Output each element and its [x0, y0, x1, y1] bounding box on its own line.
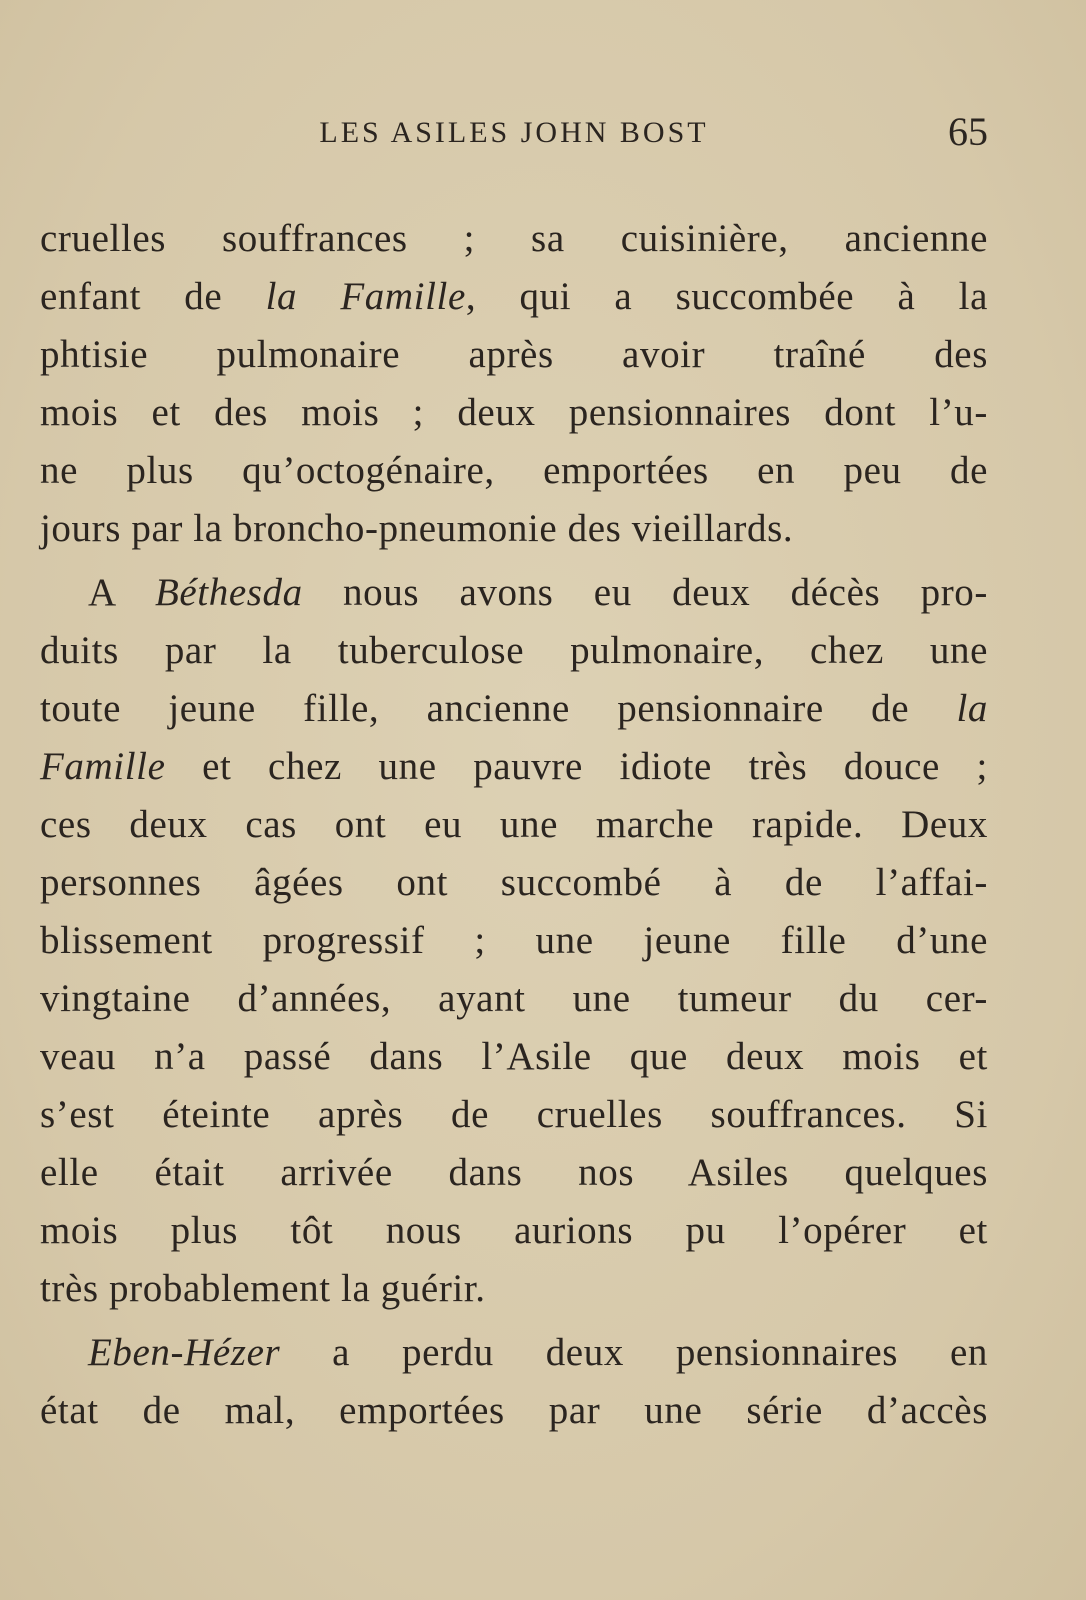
- italic-title: Béthesda: [154, 571, 303, 614]
- body-text: [40, 210, 988, 1440]
- page-number: 65: [948, 109, 988, 154]
- text-line: veau n’a passé dans l’Asile que deux mois et: [40, 1035, 988, 1078]
- text-line: cruelles souffrances ; sa cuisinière, ancienne: [40, 217, 988, 260]
- text-line: toute jeune fille, ancienne pensionnaire de la: [40, 687, 988, 730]
- page-header: [40, 108, 988, 158]
- italic-title: la: [956, 687, 988, 730]
- text-line: personnes âgées ont succombé à de l’affai-: [40, 861, 988, 904]
- italic-title: la Famille: [265, 275, 466, 318]
- paragraph-start-line: A Béthesda nous avons eu deux décès pro-: [88, 571, 988, 614]
- text-line: mois et des mois ; deux pensionnaires dont l’u-: [40, 391, 988, 434]
- paragraph-start-line: Eben-Hézer a perdu deux pensionnaires en: [88, 1331, 988, 1374]
- text-line: enfant de la Famille, qui a succombée à la: [40, 275, 988, 318]
- text-line: ces deux cas ont eu une marche rapide. Deux: [40, 803, 988, 846]
- text-line: Famille et chez une pauvre idiote très douce ;: [40, 745, 988, 788]
- italic-title: Famille: [40, 745, 166, 788]
- text-line: très probablement la guérir.: [40, 1267, 486, 1310]
- text-line: blissement progressif ; une jeune fille d’une: [40, 919, 988, 962]
- text-line: s’est éteinte après de cruelles souffrances. Si: [40, 1093, 988, 1136]
- text-line: phtisie pulmonaire après avoir traîné des: [40, 333, 988, 376]
- text-line: elle était arrivée dans nos Asiles quelques: [40, 1151, 988, 1194]
- text-line: vingtaine d’années, ayant une tumeur du cer-: [40, 977, 988, 1020]
- text-line: mois plus tôt nous aurions pu l’opérer et: [40, 1209, 988, 1252]
- text-line: jours par la broncho-pneumonie des vieillards.: [40, 507, 794, 550]
- italic-title: Eben-Hézer: [88, 1331, 281, 1374]
- text-line: état de mal, emportées par une série d’accès: [40, 1389, 988, 1432]
- text-line: ne plus qu’octogénaire, emportées en peu de: [40, 449, 988, 492]
- text-line: duits par la tuberculose pulmonaire, chez une: [40, 629, 988, 672]
- running-title: LES ASILES JOHN BOST: [319, 116, 709, 149]
